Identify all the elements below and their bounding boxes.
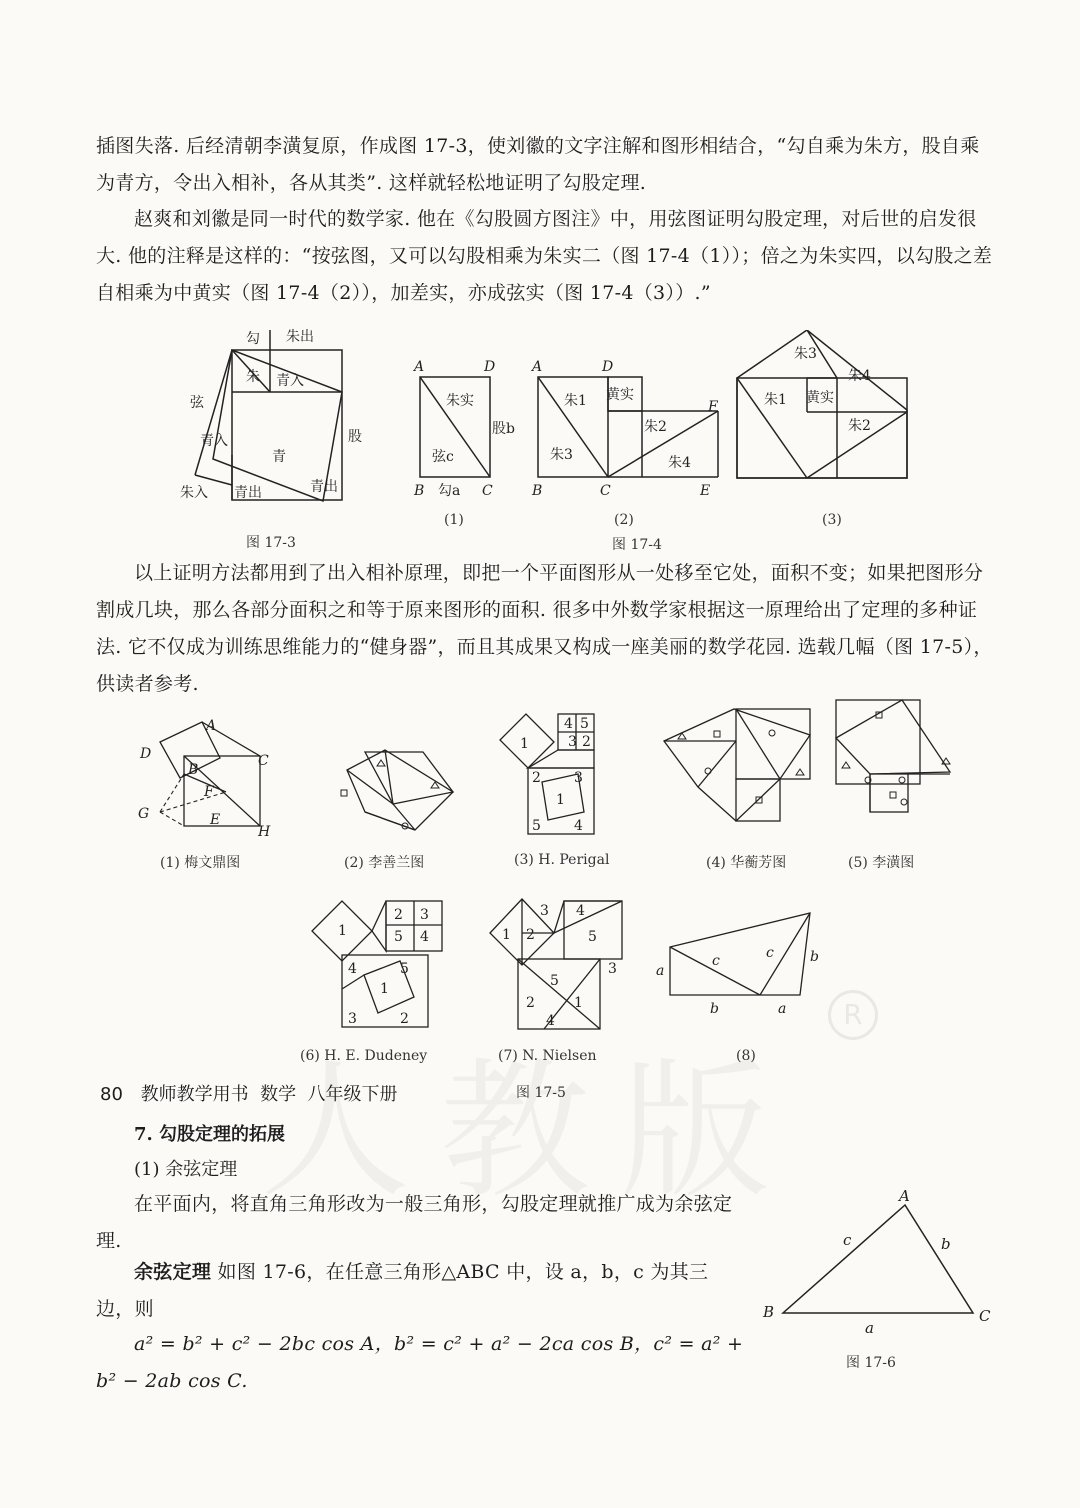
- figure-label: 朱4: [668, 455, 691, 471]
- figure-17-5-4-caption: (4) 华蘅芳图: [706, 855, 787, 871]
- figure-label: B: [763, 1303, 775, 1321]
- figure-label: C: [258, 753, 269, 769]
- figure-label: 4: [574, 818, 583, 834]
- figure-label: D: [484, 359, 496, 375]
- figure-17-5-2-caption: (2) 李善兰图: [344, 855, 425, 871]
- figure-label: 朱3: [794, 346, 817, 362]
- figure-label: c: [766, 945, 774, 961]
- figure-label: 2: [400, 1011, 409, 1027]
- figure-label: A: [532, 359, 543, 375]
- label-qingchu-bottom: 青出: [234, 485, 262, 501]
- label-gou: 勾: [246, 331, 260, 347]
- figure-label: 4: [546, 1013, 555, 1029]
- figure-label: 2: [582, 734, 591, 750]
- label-qingru-left: 青入: [200, 433, 228, 449]
- figure-label: 2: [526, 995, 535, 1011]
- page-number: 80: [100, 1084, 123, 1105]
- figure-label: 4: [576, 903, 585, 919]
- figure-label: 朱3: [550, 447, 573, 463]
- figure-label: 1: [380, 981, 389, 997]
- figure-label: 1: [502, 927, 511, 943]
- paragraph-3: 以上证明方法都用到了出入相补原理，即把一个平面图形从一处移至它处，面积不变；如果把图形分割成几块，那么各部分面积之和等于原来图形的面积. 很多中外数学家根据这一原理给出了定理的多种证法. 它不仅成为训练思维能力的“健身器”，而且其成果又构成一座美丽的数学花园. 选载几幅（图 17-5），供读者参考.: [96, 562, 993, 695]
- figure-label: 1: [338, 923, 347, 939]
- figure-17-6-caption: 图 17-6: [846, 1355, 896, 1371]
- figure-17-3-caption: 图 17-3: [246, 535, 296, 551]
- figure-label: D: [140, 746, 152, 762]
- figure-17-5-3-caption: (3) H. Perigal: [514, 852, 610, 868]
- figure-label: c: [712, 953, 720, 969]
- figure-label: b: [710, 1001, 719, 1015]
- paragraph-1: 插图失落. 后经清朝李潢复原，作成图 17-3，使刘徽的文字注解和图形相结合，“勾自乘为朱方，股自乘为青方，令出入相补，各从其类”. 这样就轻松地证明了勾股定理.: [96, 135, 980, 194]
- figure-label: E: [210, 812, 221, 828]
- figure-label: 5: [550, 973, 559, 989]
- figure-label: 3: [568, 734, 577, 750]
- figure-label: 朱1: [764, 392, 787, 408]
- figure-label: H: [258, 824, 271, 840]
- label-zhuru: 朱入: [180, 485, 208, 501]
- figure-label: c: [843, 1231, 852, 1249]
- figure-label: 1: [574, 995, 583, 1011]
- figure-17-5-caption: 图 17-5: [516, 1085, 566, 1101]
- figure-label: 2: [532, 770, 541, 786]
- figure-label: B: [532, 483, 543, 499]
- figure-label: E: [700, 483, 711, 499]
- figure-label: 朱4: [848, 368, 871, 384]
- theorem-label: 余弦定理: [134, 1261, 212, 1283]
- figure-17-5-5-caption: (5) 李潢图: [848, 855, 915, 871]
- figure-label: 3: [574, 770, 583, 786]
- label-xian: 弦: [190, 395, 204, 411]
- figure-label: C: [482, 483, 493, 499]
- figure-label: 5: [394, 929, 403, 945]
- figure-label: 黄实: [606, 387, 634, 403]
- paragraph-2: 赵爽和刘徽是同一时代的数学家. 他在《勾股圆方图注》中，用弦图证明勾股定理，对后世的启发很大. 他的注释是这样的：“按弦图，又可以勾股相乘为朱实二（图 17-4（1））；倍之为朱实四，以勾股之差自相乘为中黄实（图 17-4（2）），加差实，亦成弦实（图 17-4（3））.”: [96, 208, 993, 304]
- registered-mark-icon: R: [828, 990, 878, 1040]
- figure-label: 5: [532, 818, 541, 834]
- figure-label: C: [600, 483, 611, 499]
- figure-17-4-1-caption: (1): [444, 512, 464, 528]
- figure-label: 5: [588, 929, 597, 945]
- figure-17-5-1-caption: (1) 梅文鼎图: [160, 855, 241, 871]
- figure-label: A: [206, 718, 217, 734]
- label-qing: 青: [272, 449, 286, 465]
- cosine-formula: a² = b² + c² − 2bc cos A，b² = c² + a² − 2ca cos B，c² = a² + b² − 2ab cos C.: [96, 1333, 744, 1392]
- figure-label: 3: [608, 961, 617, 977]
- figure-label: b: [941, 1235, 951, 1253]
- figure-label: 3: [420, 907, 429, 923]
- figure-17-5-1: [130, 710, 290, 845]
- figure-label: 4: [564, 716, 573, 732]
- figure-label: 勾a: [438, 483, 461, 499]
- figure-17-4-3-caption: (3): [822, 512, 842, 528]
- figure-label: 朱2: [848, 418, 871, 434]
- figure-17-6: [755, 1185, 1005, 1335]
- figure-label: 2: [526, 927, 535, 943]
- figure-label: a: [865, 1319, 874, 1335]
- figure-label: D: [602, 359, 614, 375]
- figure-17-4-2: [528, 355, 728, 505]
- figure-label: 1: [556, 792, 565, 808]
- section-heading: 7. 勾股定理的拓展: [134, 1124, 286, 1145]
- figure-label: 弦c: [432, 449, 454, 465]
- subsection-title: (1) 余弦定理: [134, 1159, 238, 1180]
- figure-label: C: [979, 1307, 991, 1325]
- figure-17-3: [180, 325, 380, 515]
- label-zhuchu: 朱出: [286, 329, 314, 345]
- figure-label: 3: [348, 1011, 357, 1027]
- figure-17-4-2-caption: (2): [614, 512, 634, 528]
- figure-label: 2: [394, 907, 403, 923]
- figure-17-4-3: [730, 330, 915, 490]
- paragraph-4: 在平面内，将直角三角形改为一般三角形，勾股定理就推广成为余弦定理.: [96, 1193, 733, 1252]
- figure-17-5-7-caption: (7) N. Nielsen: [498, 1048, 597, 1064]
- figure-17-5-3: [498, 712, 638, 838]
- book-title: 教师教学用书 数学 八年级下册: [140, 1084, 398, 1105]
- label-zhu: 朱: [246, 369, 260, 385]
- figure-label: b: [810, 949, 819, 965]
- figure-label: 5: [580, 716, 589, 732]
- figure-17-5-8-caption: (8): [736, 1048, 756, 1064]
- figure-17-5-8: [652, 905, 832, 1015]
- figure-label: 朱实: [446, 393, 474, 409]
- figure-17-5-2: [325, 740, 465, 840]
- page-footer: [100, 1080, 398, 1106]
- figure-label: F: [708, 399, 718, 415]
- figure-label: 4: [348, 961, 357, 977]
- figure-label: a: [778, 1001, 787, 1015]
- figure-label: F: [204, 784, 214, 800]
- figure-label: 股b: [492, 421, 515, 437]
- figure-17-4-caption: 图 17-4: [612, 537, 662, 553]
- figure-label: 5: [400, 961, 409, 977]
- figure-17-4-1: [408, 355, 528, 505]
- figure-label: G: [138, 806, 150, 822]
- figure-label: 4: [420, 929, 429, 945]
- figure-17-5-7: [488, 893, 638, 1033]
- figure-17-5-5: [834, 698, 954, 818]
- figure-label: 朱1: [564, 393, 587, 409]
- figure-17-5-6-caption: (6) H. E. Dudeney: [300, 1048, 428, 1064]
- figure-label: B: [188, 762, 199, 778]
- figure-label: a: [656, 963, 665, 979]
- label-qingru-top: 青入: [276, 373, 304, 389]
- figure-label: A: [414, 359, 425, 375]
- figure-label: A: [899, 1187, 910, 1205]
- figure-label: B: [414, 483, 425, 499]
- figure-label: 1: [520, 736, 529, 752]
- theorem-text: 如图 17-6，在任意三角形△ABC 中，设 a，b，c 为其三边，则: [96, 1261, 709, 1320]
- label-qingchu-right: 青出: [310, 479, 338, 495]
- figure-label: 朱2: [644, 419, 667, 435]
- figure-label: 3: [540, 903, 549, 919]
- figure-label: 黄实: [806, 390, 834, 406]
- figure-17-5-6: [308, 895, 448, 1031]
- label-gu: 股: [348, 429, 362, 445]
- figure-17-5-4: [660, 705, 816, 827]
- theorem-paragraph: [96, 1254, 746, 1328]
